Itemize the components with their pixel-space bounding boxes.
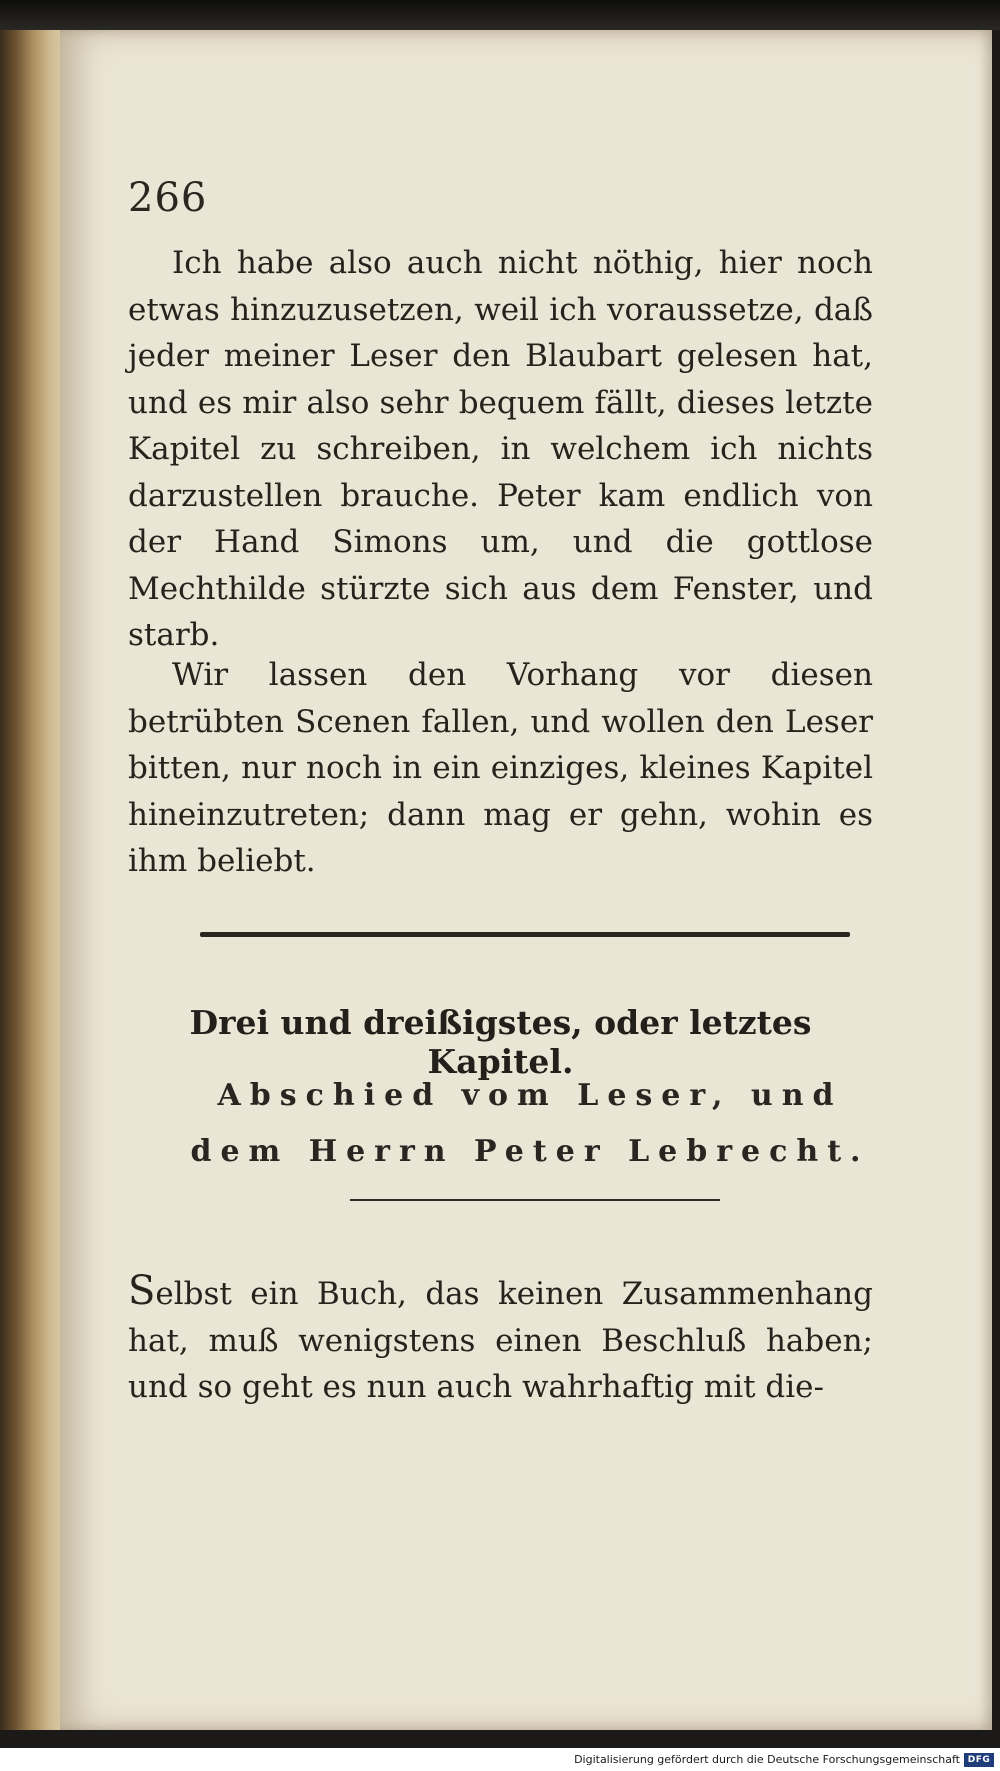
digitization-credit: Digitalisierung gefördert durch die Deutsche Forschungsgemeinschaft [574,1753,960,1766]
paragraph-1: Ich habe also auch nicht nöthig, hier noch etwas hinzuzusetzen, weil ich voraussetze, daß jeder meiner Leser den Blaubart gelesen hat, und es mir also sehr bequem fällt, dieses letzte Kapitel zu schreiben, in welchem ich nichts darzustellen brauche. Peter kam endlich von der Hand Simons um, und die gottlose Mechthilde stürzte sich aus dem Fenster, und starb. [128,245,873,653]
chapter-title: Drei und dreißigstes, oder letztes Kapitel. [189,1003,812,1081]
initial-letter: S [128,1268,156,1314]
paragraph-2: Wir lassen den Vorhang vor diesen betrübten Scenen fallen, und wollen den Leser bitten, nur noch in ein einziges, kleines Kapitel hineinzutreten; dann mag er gehn, wohin es ihm beliebt. [128,657,873,879]
subtitle-divider [350,1199,720,1201]
section-divider [200,932,850,937]
paragraph-3 [128,1268,873,1411]
paragraph-3-text: elbst ein Buch, das keinen Zusammenhang hat, muß wenigstens einen Beschluß haben; und so geht es nun auch wahrhaftig mit die- [128,1276,873,1405]
scan-top-edge [0,0,1000,30]
dfg-logo-icon: DFG [964,1753,994,1767]
page-number: 266 [128,175,208,221]
chapter-subtitle: Abschied vom Leser, und dem Herrn Peter Lebrecht. [190,1078,870,1169]
